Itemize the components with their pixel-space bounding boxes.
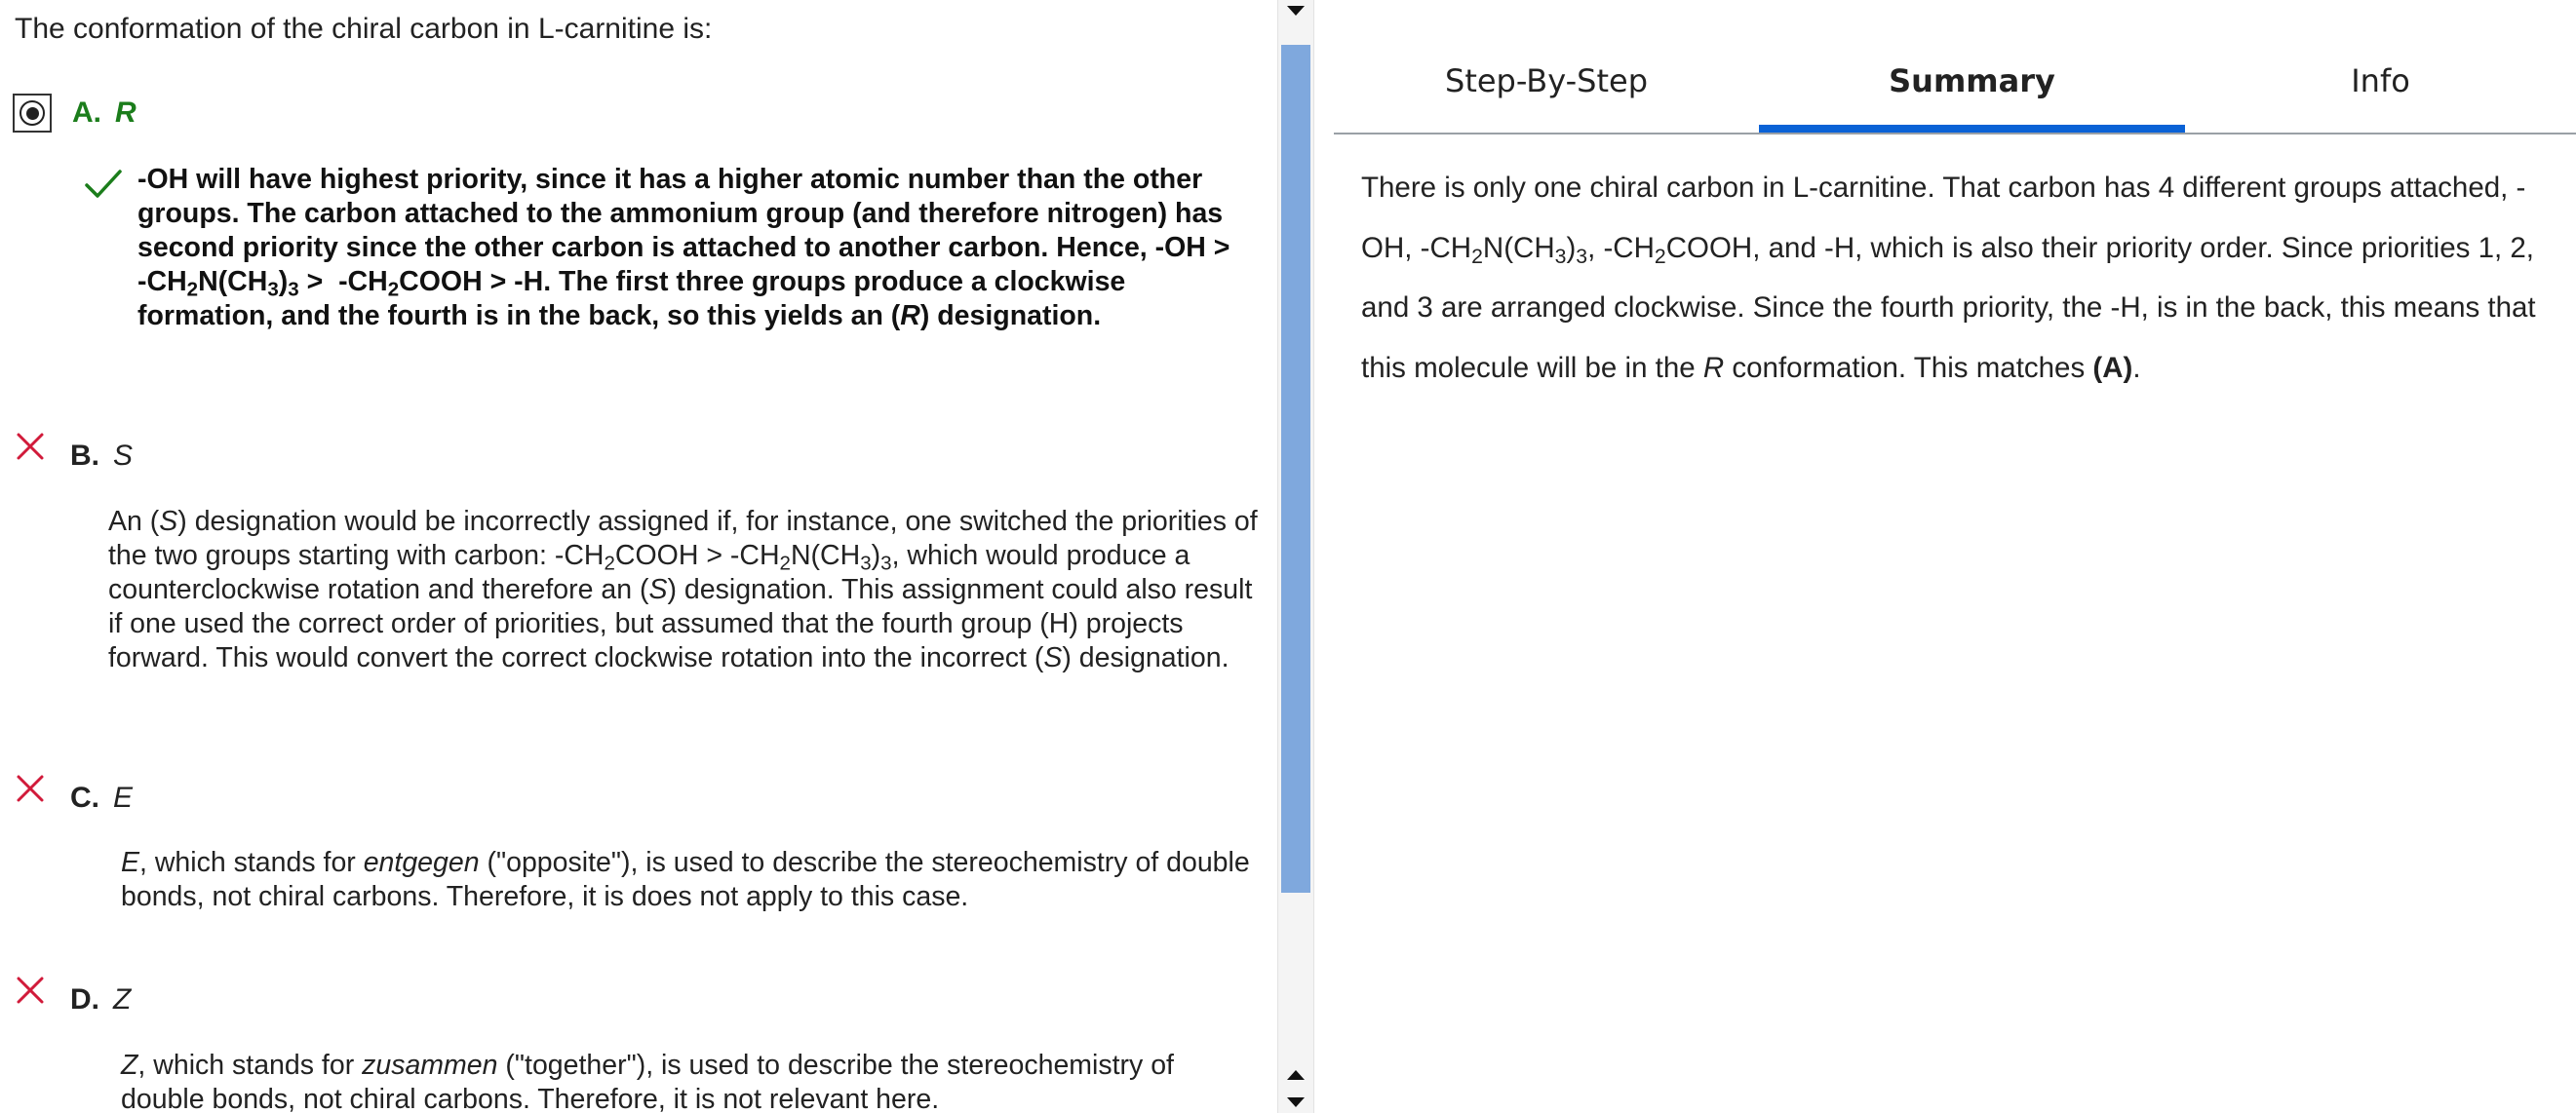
- option-a-letter: A.: [72, 96, 101, 129]
- tab-bar: [1334, 0, 2576, 134]
- option-a-explanation-text: -OH will have highest priority, since it has a higher atomic number than the other groups. The carbon attached to the ammonium group (and therefore nitrogen) has second priority since the other carbon is attached to another carbon. Hence, $-OH > -CH_2N(CH_3)_3$ > $-CH_2COOH > -H$. The first three groups produce a clockwise formation, and the fourth is in the back, so this yields an (R) designation.: [137, 164, 1230, 331]
- arrow-down-icon: [1285, 4, 1307, 18]
- summary-body: There is only one chiral carbon in L-carnitine. That carbon has 4 different groups attached, -OH, $-CH_2N(CH_3)_3$, $-CH_2COOH$, and -H, which is also their priority order. Since priorities 1, 2, and 3 are arranged clockwise. Since the fourth priority, the -H, is in the back, this means that this molecule will be in the R conformation. This matches (A).: [1361, 172, 2536, 384]
- option-a-explanation: [137, 163, 1239, 333]
- option-d-explanation-text: Z, which stands for zusammen ("together"), is used to describe the stereochemistry of double bonds, not chiral carbons. Therefore, it is not relevant here.: [121, 1050, 1174, 1113]
- option-a-header[interactable]: [72, 96, 137, 130]
- option-b-letter: B.: [70, 440, 99, 472]
- arrow-down-icon: [1285, 1095, 1307, 1109]
- option-b-explanation: [108, 505, 1259, 675]
- option-a-radio[interactable]: [13, 94, 52, 133]
- option-d-letter: D.: [70, 983, 99, 1016]
- option-b-value: S: [113, 440, 134, 472]
- option-c-header[interactable]: [70, 782, 133, 815]
- tab-info[interactable]: Info: [2351, 62, 2410, 99]
- scroll-down-button[interactable]: [1278, 0, 1313, 21]
- checkmark-icon: [84, 168, 123, 201]
- radio-selected-icon: [20, 100, 45, 126]
- option-c-value: E: [113, 782, 134, 814]
- summary-text: [1361, 158, 2570, 398]
- option-a-value: R: [115, 96, 137, 129]
- scroll-down-button-bottom[interactable]: [1278, 1092, 1313, 1113]
- option-c-explanation: [121, 846, 1262, 914]
- arrow-up-icon: [1285, 1068, 1307, 1082]
- explanation-panel: [1314, 0, 2576, 1113]
- tab-summary[interactable]: Summary: [1889, 62, 2055, 99]
- x-mark-icon: [16, 432, 45, 461]
- scroll-thumb[interactable]: [1281, 45, 1310, 893]
- question-text: The conformation of the chiral carbon in L-carnitine is:: [15, 13, 713, 45]
- tab-step-by-step[interactable]: Step-By-Step: [1445, 62, 1648, 99]
- option-c-explanation-text: E, which stands for entgegen ("opposite"), is used to describe the stereochemistry of double bonds, not chiral carbons. Therefore, it is does not apply to this case.: [121, 847, 1250, 912]
- answer-explanations-pane[interactable]: [0, 0, 1277, 1113]
- x-mark-icon: [16, 774, 45, 803]
- option-c-letter: C.: [70, 782, 99, 814]
- option-b-header[interactable]: [70, 440, 133, 473]
- x-mark-icon: [16, 976, 45, 1005]
- vertical-scrollbar[interactable]: [1277, 0, 1314, 1113]
- scroll-up-button[interactable]: [1278, 1064, 1313, 1086]
- option-d-header[interactable]: [70, 983, 131, 1017]
- option-b-explanation-text: An (S) designation would be incorrectly assigned if, for instance, one switched the priorities of the two groups starting with carbon: $-CH_2COOH > -CH_2N(CH_3)_3$, which would produce a counterclockwise rotation and therefore an (S) designation. This assignment could also result if one used the correct order of priorities, but assumed that the fourth group (H) projects forward. This would convert the correct clockwise rotation into the incorrect (S) designation.: [108, 506, 1258, 673]
- active-tab-indicator: [1759, 125, 2185, 133]
- option-d-value: Z: [113, 983, 132, 1016]
- option-d-explanation: [121, 1049, 1262, 1113]
